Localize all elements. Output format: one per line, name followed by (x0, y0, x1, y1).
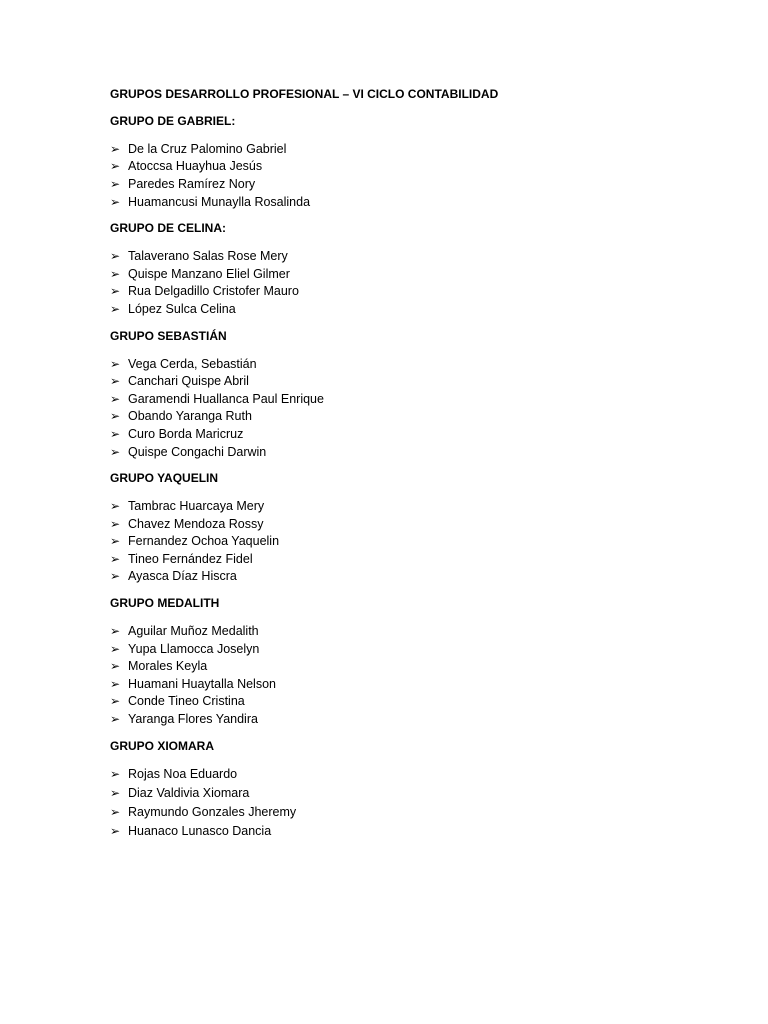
arrow-bullet-icon: ➢ (110, 534, 121, 549)
list-item (110, 158, 710, 176)
member-name: Garamendi Huallanca Paul Enrique (128, 391, 324, 406)
list-item (110, 821, 710, 840)
member-list (110, 247, 710, 317)
arrow-bullet-icon: ➢ (110, 551, 121, 566)
list-item (110, 443, 710, 461)
list-item (110, 802, 710, 821)
member-name: Rua Delgadillo Cristofer Mauro (128, 284, 299, 299)
member-name: Atoccsa Huayhua Jesús (128, 159, 263, 174)
list-item (110, 784, 710, 803)
arrow-bullet-icon: ➢ (110, 301, 121, 316)
list-item (110, 408, 710, 426)
group-title: GRUPO YAQUELIN (110, 471, 219, 486)
arrow-bullet-icon: ➢ (110, 391, 121, 406)
arrow-bullet-icon: ➢ (110, 444, 121, 459)
arrow-bullet-icon: ➢ (110, 786, 121, 801)
member-name: Talaverano Salas Rose Mery (128, 249, 288, 264)
arrow-bullet-icon: ➢ (110, 767, 121, 782)
group-title: GRUPO SEBASTIÁN (110, 328, 227, 343)
list-item (110, 765, 710, 784)
member-name: Yaranga Flores Yandira (128, 712, 258, 727)
list-item (110, 265, 710, 283)
arrow-bullet-icon: ➢ (110, 141, 121, 156)
arrow-bullet-icon: ➢ (110, 694, 121, 709)
member-name: Raymundo Gonzales Jheremy (128, 804, 297, 819)
arrow-bullet-icon: ➢ (110, 804, 121, 819)
group-title: GRUPO XIOMARA (110, 738, 215, 753)
arrow-bullet-icon: ➢ (110, 499, 121, 514)
member-name: Paredes Ramírez Nory (128, 176, 256, 191)
arrow-bullet-icon: ➢ (110, 676, 121, 691)
member-name: Fernandez Ochoa Yaquelin (128, 534, 280, 549)
document-page (110, 86, 710, 850)
list-item (110, 355, 710, 373)
member-name: Huamancusi Munaylla Rosalinda (128, 194, 311, 209)
member-name: Curo Borda Maricruz (128, 426, 244, 441)
member-list (110, 622, 710, 728)
list-item (110, 640, 710, 658)
list-item (110, 140, 710, 158)
arrow-bullet-icon: ➢ (110, 176, 121, 191)
member-name: Rojas Noa Eduardo (128, 767, 238, 782)
arrow-bullet-icon: ➢ (110, 409, 121, 424)
list-item (110, 675, 710, 693)
member-name: De la Cruz Palomino Gabriel (128, 141, 287, 156)
member-name: Huamani Huaytalla Nelson (128, 676, 276, 691)
list-item (110, 550, 710, 568)
arrow-bullet-icon: ➢ (110, 823, 121, 838)
member-name: Diaz Valdivia Xiomara (128, 786, 250, 801)
member-name: Huanaco Lunasco Dancia (128, 823, 272, 838)
list-item (110, 515, 710, 533)
arrow-bullet-icon: ➢ (110, 374, 121, 389)
member-name: Canchari Quispe Abril (128, 374, 249, 389)
member-name: Yupa Llamocca Joselyn (128, 641, 260, 656)
member-list (110, 140, 710, 210)
arrow-bullet-icon: ➢ (110, 641, 121, 656)
list-item (110, 300, 710, 318)
member-name: Obando Yaranga Ruth (128, 409, 252, 424)
list-item (110, 175, 710, 193)
member-name: Aguilar Muñoz Medalith (128, 624, 259, 639)
arrow-bullet-icon: ➢ (110, 194, 121, 209)
member-name: Conde Tineo Cristina (128, 694, 245, 709)
list-item (110, 497, 710, 515)
list-item (110, 247, 710, 265)
list-item (110, 622, 710, 640)
group-title: GRUPO MEDALITH (110, 596, 220, 611)
member-list (110, 497, 710, 585)
arrow-bullet-icon: ➢ (110, 266, 121, 281)
list-item (110, 390, 710, 408)
member-name: Vega Cerda, Sebastián (128, 356, 257, 371)
group-gabriel (110, 113, 710, 210)
list-item (110, 693, 710, 711)
arrow-bullet-icon: ➢ (110, 516, 121, 531)
arrow-bullet-icon: ➢ (110, 569, 121, 584)
arrow-bullet-icon: ➢ (110, 426, 121, 441)
list-item (110, 568, 710, 586)
member-list (110, 765, 710, 840)
member-name: Quispe Manzano Eliel Gilmer (128, 266, 290, 281)
arrow-bullet-icon: ➢ (110, 356, 121, 371)
group-medalith (110, 595, 710, 728)
member-name: López Sulca Celina (128, 301, 236, 316)
group-sebastian (110, 328, 710, 461)
group-title: GRUPO DE CELINA: (110, 221, 227, 236)
list-item (110, 372, 710, 390)
member-name: Tineo Fernández Fidel (128, 551, 253, 566)
member-list (110, 355, 710, 461)
arrow-bullet-icon: ➢ (110, 659, 121, 674)
member-name: Morales Keyla (128, 659, 208, 674)
group-title: GRUPO DE GABRIEL: (110, 114, 236, 128)
group-xiomara (110, 738, 710, 840)
group-celina (110, 220, 710, 317)
list-item (110, 657, 710, 675)
group-yaquelin (110, 470, 710, 585)
list-item (110, 425, 710, 443)
member-name: Tambrac Huarcaya Mery (128, 499, 265, 514)
arrow-bullet-icon: ➢ (110, 159, 121, 174)
arrow-bullet-icon: ➢ (110, 712, 121, 727)
member-name: Ayasca Díaz Hiscra (128, 569, 237, 584)
member-name: Quispe Congachi Darwin (128, 444, 267, 459)
list-item (110, 533, 710, 551)
member-name: Chavez Mendoza Rossy (128, 516, 264, 531)
list-item (110, 710, 710, 728)
list-item (110, 193, 710, 211)
document-title: GRUPOS DESARROLLO PROFESIONAL – VI CICLO CONTABILIDAD (110, 87, 499, 101)
arrow-bullet-icon: ➢ (110, 249, 121, 264)
arrow-bullet-icon: ➢ (110, 284, 121, 299)
arrow-bullet-icon: ➢ (110, 624, 121, 639)
list-item (110, 283, 710, 301)
